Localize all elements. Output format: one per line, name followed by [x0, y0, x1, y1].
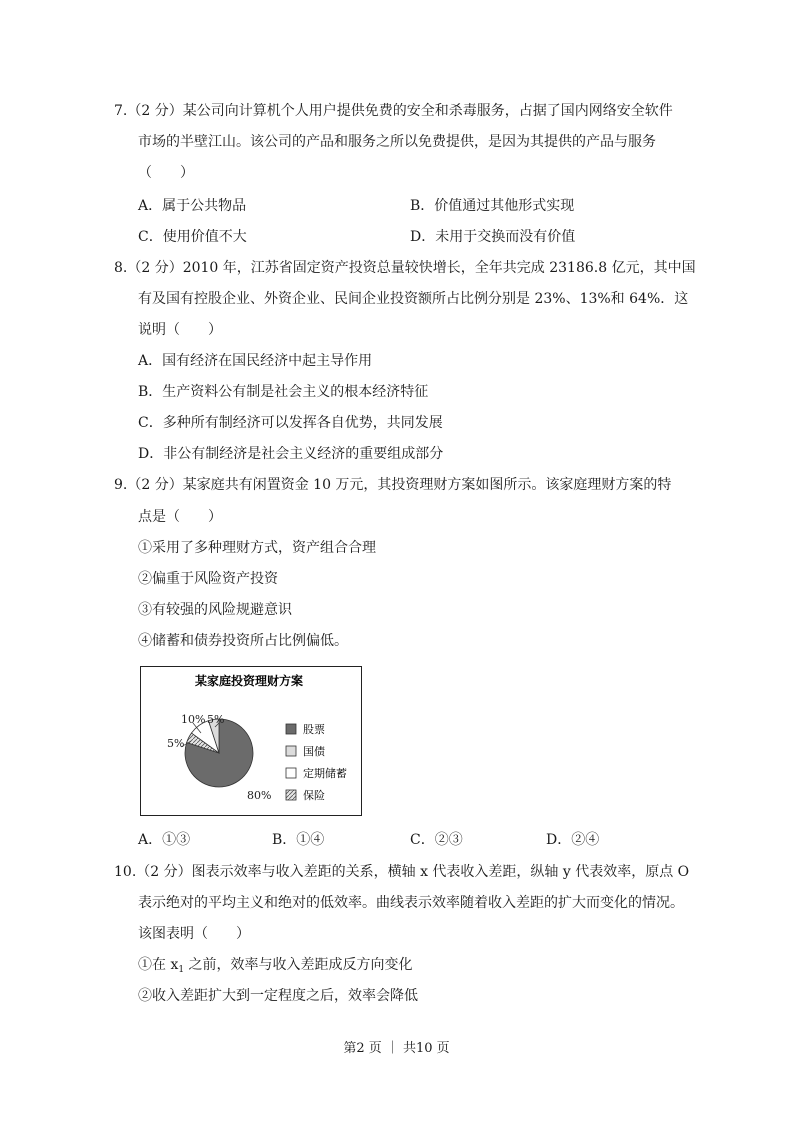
data-label-insurance: 5% [167, 737, 185, 750]
q8-stem-line-1: 8.（2 分）2010 年，江苏省固定资产投资总量较快增长，全年共完成 23186.8 亿元，其中国 [114, 260, 696, 276]
q8-option-d: D．非公有制经济是社会主义经济的重要组成部分 [138, 446, 444, 462]
data-label-stocks: 80% [247, 789, 272, 802]
q10-stem-line-2: 表示绝对的平均主义和绝对的低效率。曲线表示效率随着收入差距的扩大而变化的情况。 [138, 895, 684, 911]
q7-option-a: A．属于公共物品 [138, 198, 247, 214]
q9-option-c: C．②③ [410, 832, 463, 848]
pie-chart-svg [141, 667, 363, 817]
legend-swatch-stocks [286, 724, 296, 734]
q7-option-d: D．未用于交换而没有价值 [410, 229, 576, 245]
q8-option-c: C．多种所有制经济可以发挥各自优势，共同发展 [138, 415, 443, 431]
q7-stem-line-2: 市场的半壁江山。该公司的产品和服务之所以免费提供，是因为其提供的产品与服务 [138, 134, 656, 150]
data-label-bonds: 5% [207, 713, 225, 726]
q9-item-3: ③有较强的风险规避意识 [138, 602, 292, 618]
q9-option-d: D．②④ [546, 832, 600, 848]
q8-stem-line-2: 有及国有控股企业、外资企业、民间企业投资额所占比例分别是 23%、13%和 64%．这 [138, 291, 689, 307]
q10-stem-line-3: 该图表明（ ） [138, 926, 250, 942]
q10-item-2: ②收入差距扩大到一定程度之后，效率会降低 [138, 988, 418, 1004]
q10-item-1-subscript: 1 [178, 965, 185, 975]
page-footer: 第2 页 ｜ 共10 页 [343, 1041, 450, 1056]
q10-stem-line-1: 10.（2 分）图表示效率与收入差距的关系，横轴 x 代表收入差距，纵轴 y 代表效率，原点 O [114, 864, 690, 880]
q9-stem-line-2: 点是（ ） [138, 509, 222, 525]
chart-title: 某家庭投资理财方案 [194, 674, 304, 688]
q7-stem-line-1: 7.（2 分）某公司向计算机个人用户提供免费的安全和杀毒服务，占据了国内网络安全软件 [114, 103, 673, 119]
legend-swatch-insurance [286, 790, 296, 800]
legend-swatch-bonds [286, 746, 296, 756]
q8-stem-line-3: 说明（ ） [138, 322, 222, 338]
q9-option-b: B．①④ [272, 832, 325, 848]
q7-option-b: B．价值通过其他形式实现 [410, 198, 575, 214]
q9-stem-line-1: 9.（2 分）某家庭共有闲置资金 10 万元，其投资理财方案如图所示。该家庭理财方案的特 [114, 477, 672, 493]
q10-item-1 [138, 955, 413, 980]
q10-item-1-pre: ①在 x [138, 957, 179, 973]
data-label-savings: 10% [181, 713, 206, 726]
q7-stem-line-3: （ ） [138, 165, 194, 181]
legend-label-savings: 定期储蓄 [303, 767, 347, 780]
q9-item-2: ②偏重于风险资产投资 [138, 571, 278, 587]
q8-option-b: B．生产资料公有制是社会主义的根本经济特征 [138, 384, 429, 400]
q9-item-1: ①采用了多种理财方式，资产组合合理 [138, 540, 376, 556]
legend [286, 723, 347, 802]
q7-option-c: C．使用价值不大 [138, 229, 247, 245]
investment-pie-chart [140, 666, 362, 816]
legend-swatch-savings [286, 768, 296, 778]
legend-label-bonds: 国债 [303, 745, 325, 758]
legend-label-stocks: 股票 [303, 723, 325, 736]
legend-label-insurance: 保险 [303, 789, 325, 802]
pie-slices [167, 713, 271, 802]
q8-option-a: A．国有经济在国民经济中起主导作用 [138, 353, 373, 369]
q9-item-4: ④储蓄和债券投资所占比例偏低。 [138, 633, 348, 649]
q9-option-a: A．①③ [138, 832, 191, 848]
q10-item-1-post: 之前，效率与收入差距成反方向变化 [184, 957, 413, 973]
